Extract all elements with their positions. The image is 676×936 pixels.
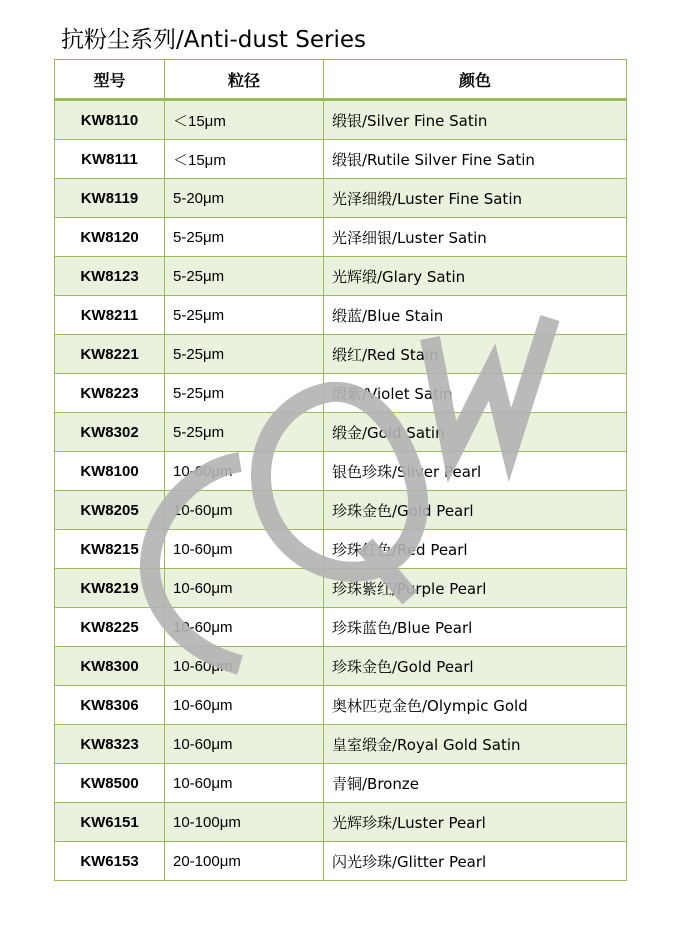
cell-model: KW8205 xyxy=(55,491,165,530)
cell-size: 10-60μm xyxy=(165,491,324,530)
product-table xyxy=(54,59,627,881)
cell-color: 缎金/Gold Satin xyxy=(324,413,627,452)
cell-color: 缎银/Silver Fine Satin xyxy=(324,100,627,140)
cell-color: 珍珠红色/Red Pearl xyxy=(324,530,627,569)
cell-color: 银色珍珠/Sliver Pearl xyxy=(324,452,627,491)
table-row xyxy=(55,491,627,530)
table-row xyxy=(55,725,627,764)
table-row xyxy=(55,413,627,452)
cell-size: ＜15μm xyxy=(165,100,324,140)
cell-size: 20-100μm xyxy=(165,842,324,881)
cell-color: 珍珠紫红/Purple Pearl xyxy=(324,569,627,608)
cell-model: KW8111 xyxy=(55,140,165,179)
table-row xyxy=(55,452,627,491)
table-row xyxy=(55,218,627,257)
header-model: 型号 xyxy=(55,60,165,100)
table-row xyxy=(55,608,627,647)
cell-model: KW8219 xyxy=(55,569,165,608)
cell-color: 缎紫/Violet Satin xyxy=(324,374,627,413)
cell-model: KW8223 xyxy=(55,374,165,413)
cell-size: 10-60μm xyxy=(165,569,324,608)
table-row xyxy=(55,179,627,218)
cell-model: KW8100 xyxy=(55,452,165,491)
cell-color: 缎蓝/Blue Stain xyxy=(324,296,627,335)
cell-color: 光辉珍珠/Luster Pearl xyxy=(324,803,627,842)
cell-model: KW8302 xyxy=(55,413,165,452)
cell-size: 10-60μm xyxy=(165,647,324,686)
table-row xyxy=(55,803,627,842)
table-row xyxy=(55,686,627,725)
cell-color: 皇室缎金/Royal Gold Satin xyxy=(324,725,627,764)
cell-model: KW8110 xyxy=(55,100,165,140)
table-row xyxy=(55,100,627,140)
cell-size: 5-25μm xyxy=(165,374,324,413)
cell-color: 光泽细银/Luster Satin xyxy=(324,218,627,257)
cell-size: 10-60μm xyxy=(165,608,324,647)
table-row xyxy=(55,842,627,881)
cell-size: 10-100μm xyxy=(165,803,324,842)
table-row xyxy=(55,647,627,686)
cell-size: 5-25μm xyxy=(165,296,324,335)
table-header-row xyxy=(55,60,627,100)
cell-color: 缎红/Red Stain xyxy=(324,335,627,374)
cell-color: 光辉缎/Glary Satin xyxy=(324,257,627,296)
cell-model: KW8119 xyxy=(55,179,165,218)
table-row xyxy=(55,569,627,608)
table-row xyxy=(55,530,627,569)
cell-size: 5-25μm xyxy=(165,335,324,374)
cell-color: 缎银/Rutile Silver Fine Satin xyxy=(324,140,627,179)
cell-model: KW8300 xyxy=(55,647,165,686)
cell-model: KW6153 xyxy=(55,842,165,881)
cell-color: 珍珠金色/Gold Pearl xyxy=(324,491,627,530)
table-row xyxy=(55,764,627,803)
cell-color: 珍珠蓝色/Blue Pearl xyxy=(324,608,627,647)
cell-model: KW8211 xyxy=(55,296,165,335)
cell-model: KW8306 xyxy=(55,686,165,725)
cell-color: 奥林匹克金色/Olympic Gold xyxy=(324,686,627,725)
table-row xyxy=(55,374,627,413)
cell-model: KW6151 xyxy=(55,803,165,842)
cell-size: ＜15μm xyxy=(165,140,324,179)
table-row xyxy=(55,296,627,335)
table-row xyxy=(55,257,627,296)
cell-model: KW8215 xyxy=(55,530,165,569)
cell-size: 10-60μm xyxy=(165,530,324,569)
cell-color: 珍珠金色/Gold Pearl xyxy=(324,647,627,686)
cell-size: 10-60μm xyxy=(165,764,324,803)
header-color: 颜色 xyxy=(324,60,627,100)
cell-color: 闪光珍珠/Glitter Pearl xyxy=(324,842,627,881)
cell-model: KW8123 xyxy=(55,257,165,296)
cell-size: 5-25μm xyxy=(165,413,324,452)
cell-size: 5-25μm xyxy=(165,257,324,296)
cell-size: 10-60μm xyxy=(165,725,324,764)
header-size: 粒径 xyxy=(165,60,324,100)
cell-size: 5-25μm xyxy=(165,218,324,257)
cell-model: KW8500 xyxy=(55,764,165,803)
cell-color: 青铜/Bronze xyxy=(324,764,627,803)
cell-size: 10-60μm xyxy=(165,452,324,491)
cell-color: 光泽细缎/Luster Fine Satin xyxy=(324,179,627,218)
cell-size: 10-60μm xyxy=(165,686,324,725)
page-title: 抗粉尘系列/Anti-dust Series xyxy=(61,27,366,53)
cell-model: KW8120 xyxy=(55,218,165,257)
cell-model: KW8225 xyxy=(55,608,165,647)
cell-size: 5-20μm xyxy=(165,179,324,218)
cell-model: KW8323 xyxy=(55,725,165,764)
table-row xyxy=(55,140,627,179)
cell-model: KW8221 xyxy=(55,335,165,374)
table-row xyxy=(55,335,627,374)
